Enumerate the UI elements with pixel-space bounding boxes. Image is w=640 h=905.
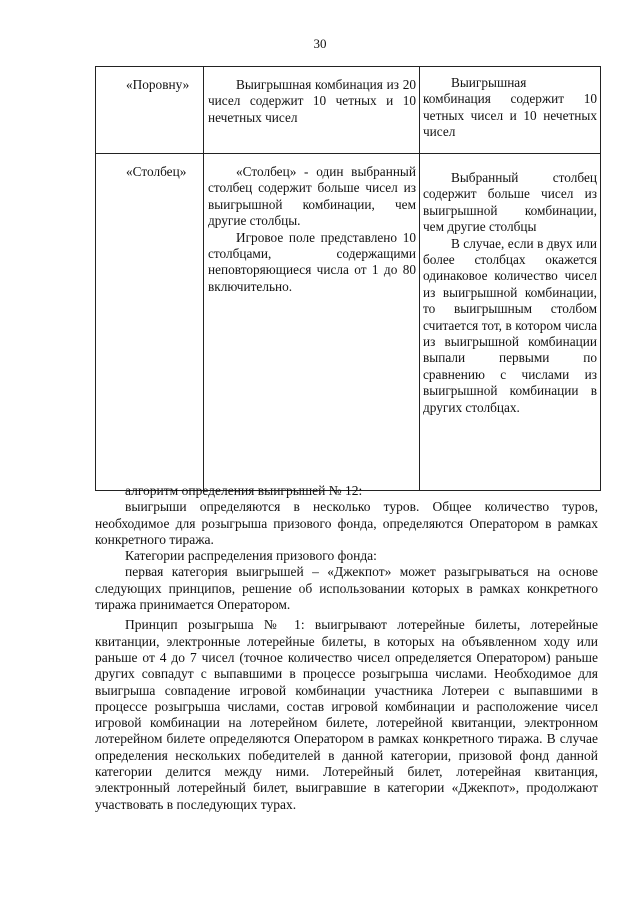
body-text bbox=[95, 483, 598, 813]
combination-description bbox=[204, 67, 420, 154]
combination-name: «Поровну» bbox=[96, 67, 204, 154]
page-number: 30 bbox=[313, 36, 327, 51]
paragraph-jackpot: первая категория выигрышей – «Джекпот» может разыгрываться на основе следующих принципов, решение об использовании которых в рамках конкретного тиража принимается Оператором. bbox=[95, 564, 598, 613]
win-condition-paragraph: Выбранный столбец содержит больше чисел из выигрышной комбинации, чем другие столбцы bbox=[423, 170, 597, 235]
paragraph-algorithm-heading: алгоритм определения выигрышей № 12: bbox=[125, 483, 363, 498]
table-row bbox=[96, 67, 601, 154]
win-condition bbox=[420, 67, 601, 154]
paragraph-categories-heading: Категории распределения призового фонда: bbox=[125, 548, 377, 564]
paragraph-tours: выигрыши определяются в несколько туров. Общее количество туров, необходимое для розыгрыша призового фонда, определяются Оператором в рамках конкретного тиража. bbox=[95, 499, 598, 547]
combination-description bbox=[204, 154, 420, 491]
win-condition bbox=[420, 154, 601, 491]
table-row bbox=[96, 154, 601, 491]
description-paragraph: «Столбец» - один выбранный столбец содержит больше чисел из выигрышной комбинации, чем другие столбцы. bbox=[208, 164, 416, 229]
win-condition-paragraph: В случае, если в двух или более столбцах окажется одинаковое количество чисел из выигрышной комбинации, то выигрышным столбом считается тот, в котором числа из выигрышной комбинации выпали первыми по сравнению с числами из выигрышной комбинации в других столбцах. bbox=[423, 235, 597, 415]
combination-name: «Столбец» bbox=[96, 154, 204, 491]
description-paragraph: Выигрышная комбинация из 20 чисел содержит 10 четных и 10 нечетных чисел bbox=[208, 77, 416, 125]
paragraph-principle-1: Принцип розыгрыша № 1: выигрывают лотерейные билеты, лотерейные квитанции, электронные лотерейные билеты, в которых на объявленном ходу или раньше от 4 до 7 чисел (точное количество чисел определяется Оператором) раньше других совпадут с выпавшими в процессе розыгрыша числами. Необходимое для выигрыша совпадение игровой комбинации участника Лотереи с выпавшими в процессе розыгрыша числами, состав игровой комбинации и расположение чисел игровой комбинации на лотерейном билете, лотерейной квитанции, электронном лотерейном билете определяются Оператором в рамках конкретного тиража. В случае определения нескольких победителей в данной категории, призовой фонд данной категории делится между ними. Лотерейный билет, лотерейная квитанция, электронный лотерейный билет, выигравшие в категории «Джекпот», продолжают участвовать в последующих турах. bbox=[95, 617, 598, 812]
rules-table bbox=[95, 66, 601, 491]
description-paragraph: Игровое поле представлено 10 столбцами, содержащими неповторяющиеся числа от 1 до 80 включительно. bbox=[208, 229, 416, 294]
win-condition-paragraph: Выигрышная комбинация содержит 10 четных чисел и 10 нечетных чисел bbox=[423, 75, 597, 140]
